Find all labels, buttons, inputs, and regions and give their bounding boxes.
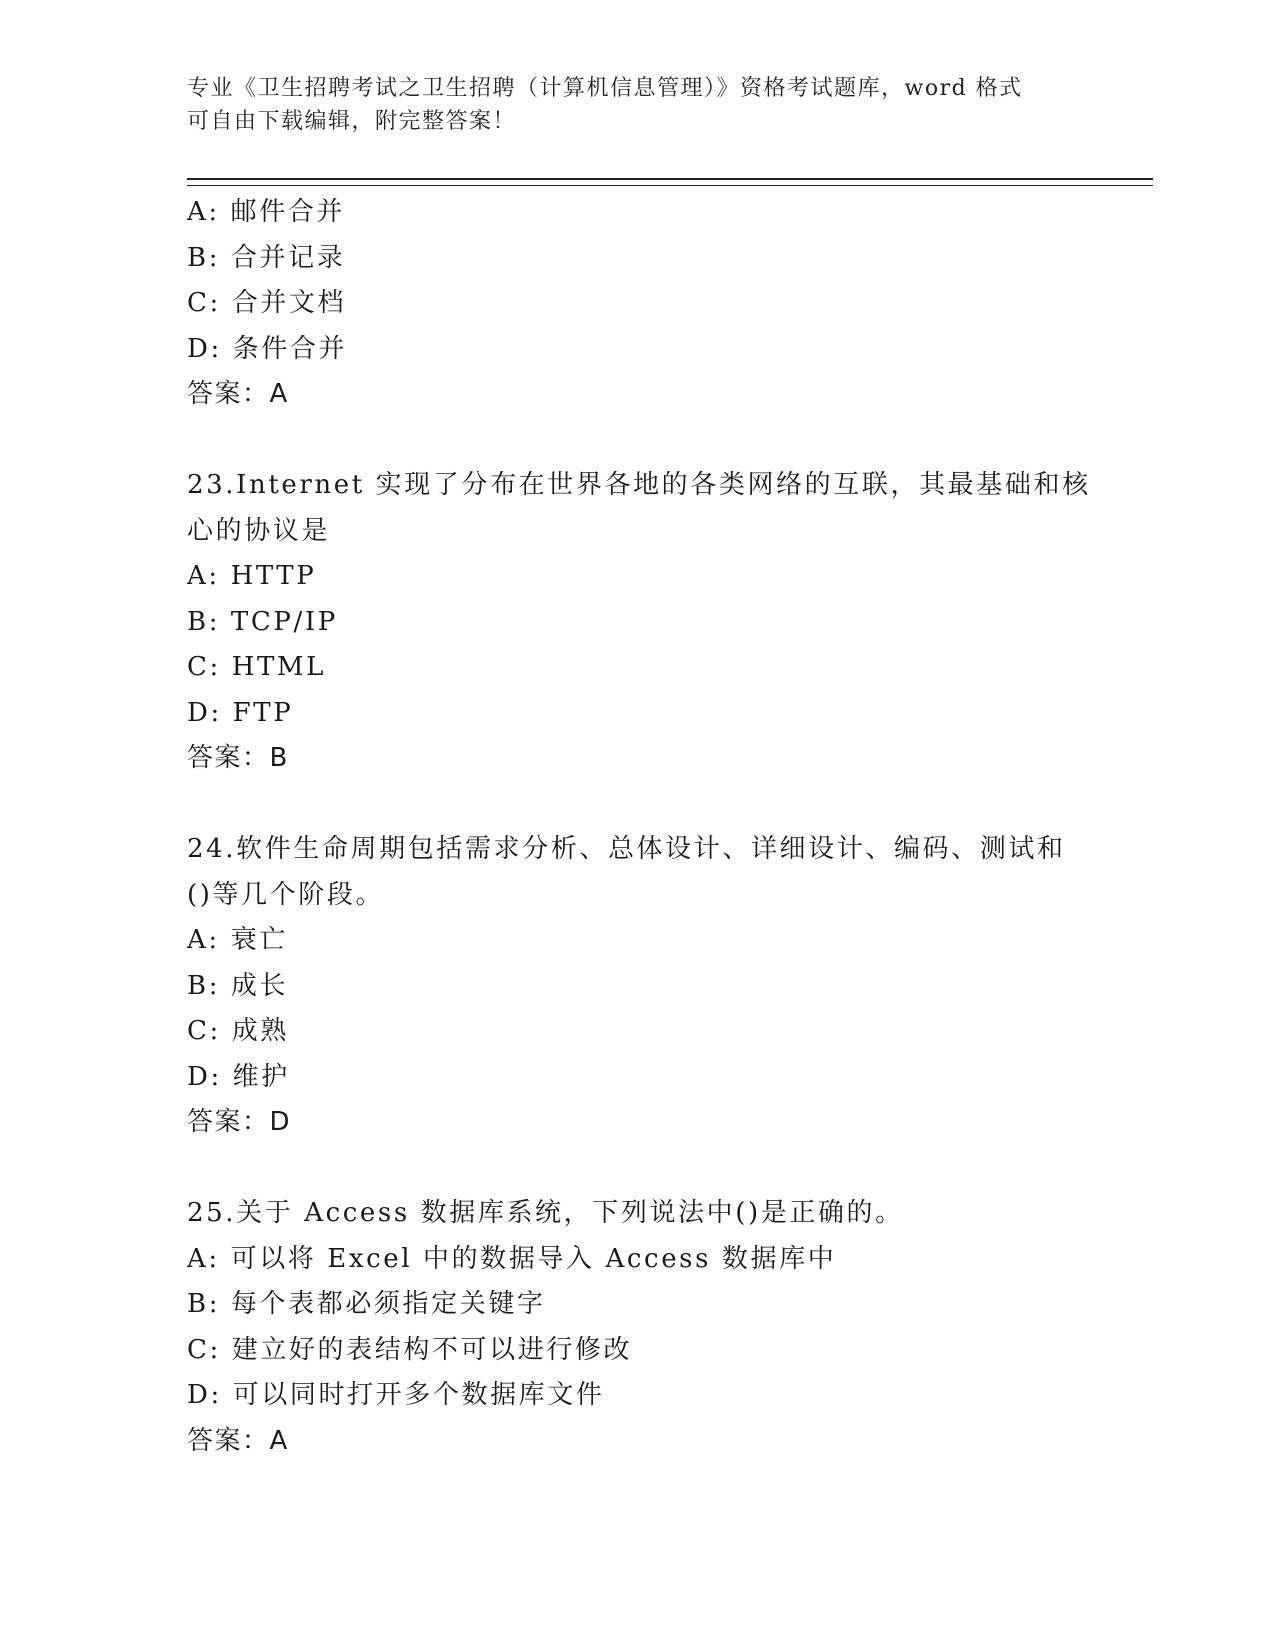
spacer <box>187 782 1087 828</box>
question-stem: 23.Internet 实现了分布在世界各地的各类网络的互联，其最基础和核 <box>187 470 1091 500</box>
option-a: A: 可以将 Excel 中的数据导入 Access 数据库中 <box>187 1243 837 1274</box>
page-header <box>187 72 1087 138</box>
header-divider <box>187 178 1153 186</box>
option-d: D: 可以同时打开多个数据库文件 <box>187 1380 605 1410</box>
option-d: D: 维护 <box>187 1061 290 1092</box>
question-stem-continued: 心的协议是 <box>187 515 331 546</box>
option-a: A: HTTP <box>187 561 317 591</box>
spacer <box>187 1146 1087 1192</box>
option-b: B: 成长 <box>187 970 289 1001</box>
option-b: B: 每个表都必须指定关键字 <box>187 1289 546 1319</box>
option-a: A: 邮件合并 <box>187 197 346 227</box>
spacer <box>187 418 1087 464</box>
option-a: A: 衰亡 <box>187 925 288 955</box>
question-24 <box>187 827 1087 1146</box>
option-c: C: 成熟 <box>187 1016 289 1046</box>
question-25 <box>187 1191 1087 1464</box>
option-c: C: HTML <box>187 652 327 682</box>
header-line-2: 可自由下载编辑，附完整答案！ <box>187 109 517 134</box>
question-23 <box>187 463 1091 782</box>
answer: 答案：A <box>187 1425 289 1456</box>
option-b: B: 合并记录 <box>187 242 346 273</box>
question-stem: 24.软件生命周期包括需求分析、总体设计、详细设计、编码、测试和 <box>187 834 1066 864</box>
option-d: D: FTP <box>187 697 294 728</box>
answer: 答案：B <box>187 743 289 773</box>
option-c: C: 建立好的表结构不可以进行修改 <box>187 1334 633 1365</box>
header-line-1: 专业《卫生招聘考试之卫生招聘（计算机信息管理）》资格考试题库，word 格式 <box>187 76 1023 101</box>
option-c: C: 合并文档 <box>187 288 347 318</box>
option-b: B: TCP/IP <box>187 606 338 637</box>
question-22-continued <box>187 190 1087 418</box>
question-list <box>187 190 1091 1464</box>
answer: 答案：A <box>187 379 289 409</box>
question-stem: 25.关于 Access 数据库系统，下列说法中()是正确的。 <box>187 1198 904 1228</box>
option-d: D: 条件合并 <box>187 333 348 364</box>
answer: 答案：D <box>187 1107 292 1137</box>
question-stem-continued: ()等几个阶段。 <box>187 879 385 910</box>
